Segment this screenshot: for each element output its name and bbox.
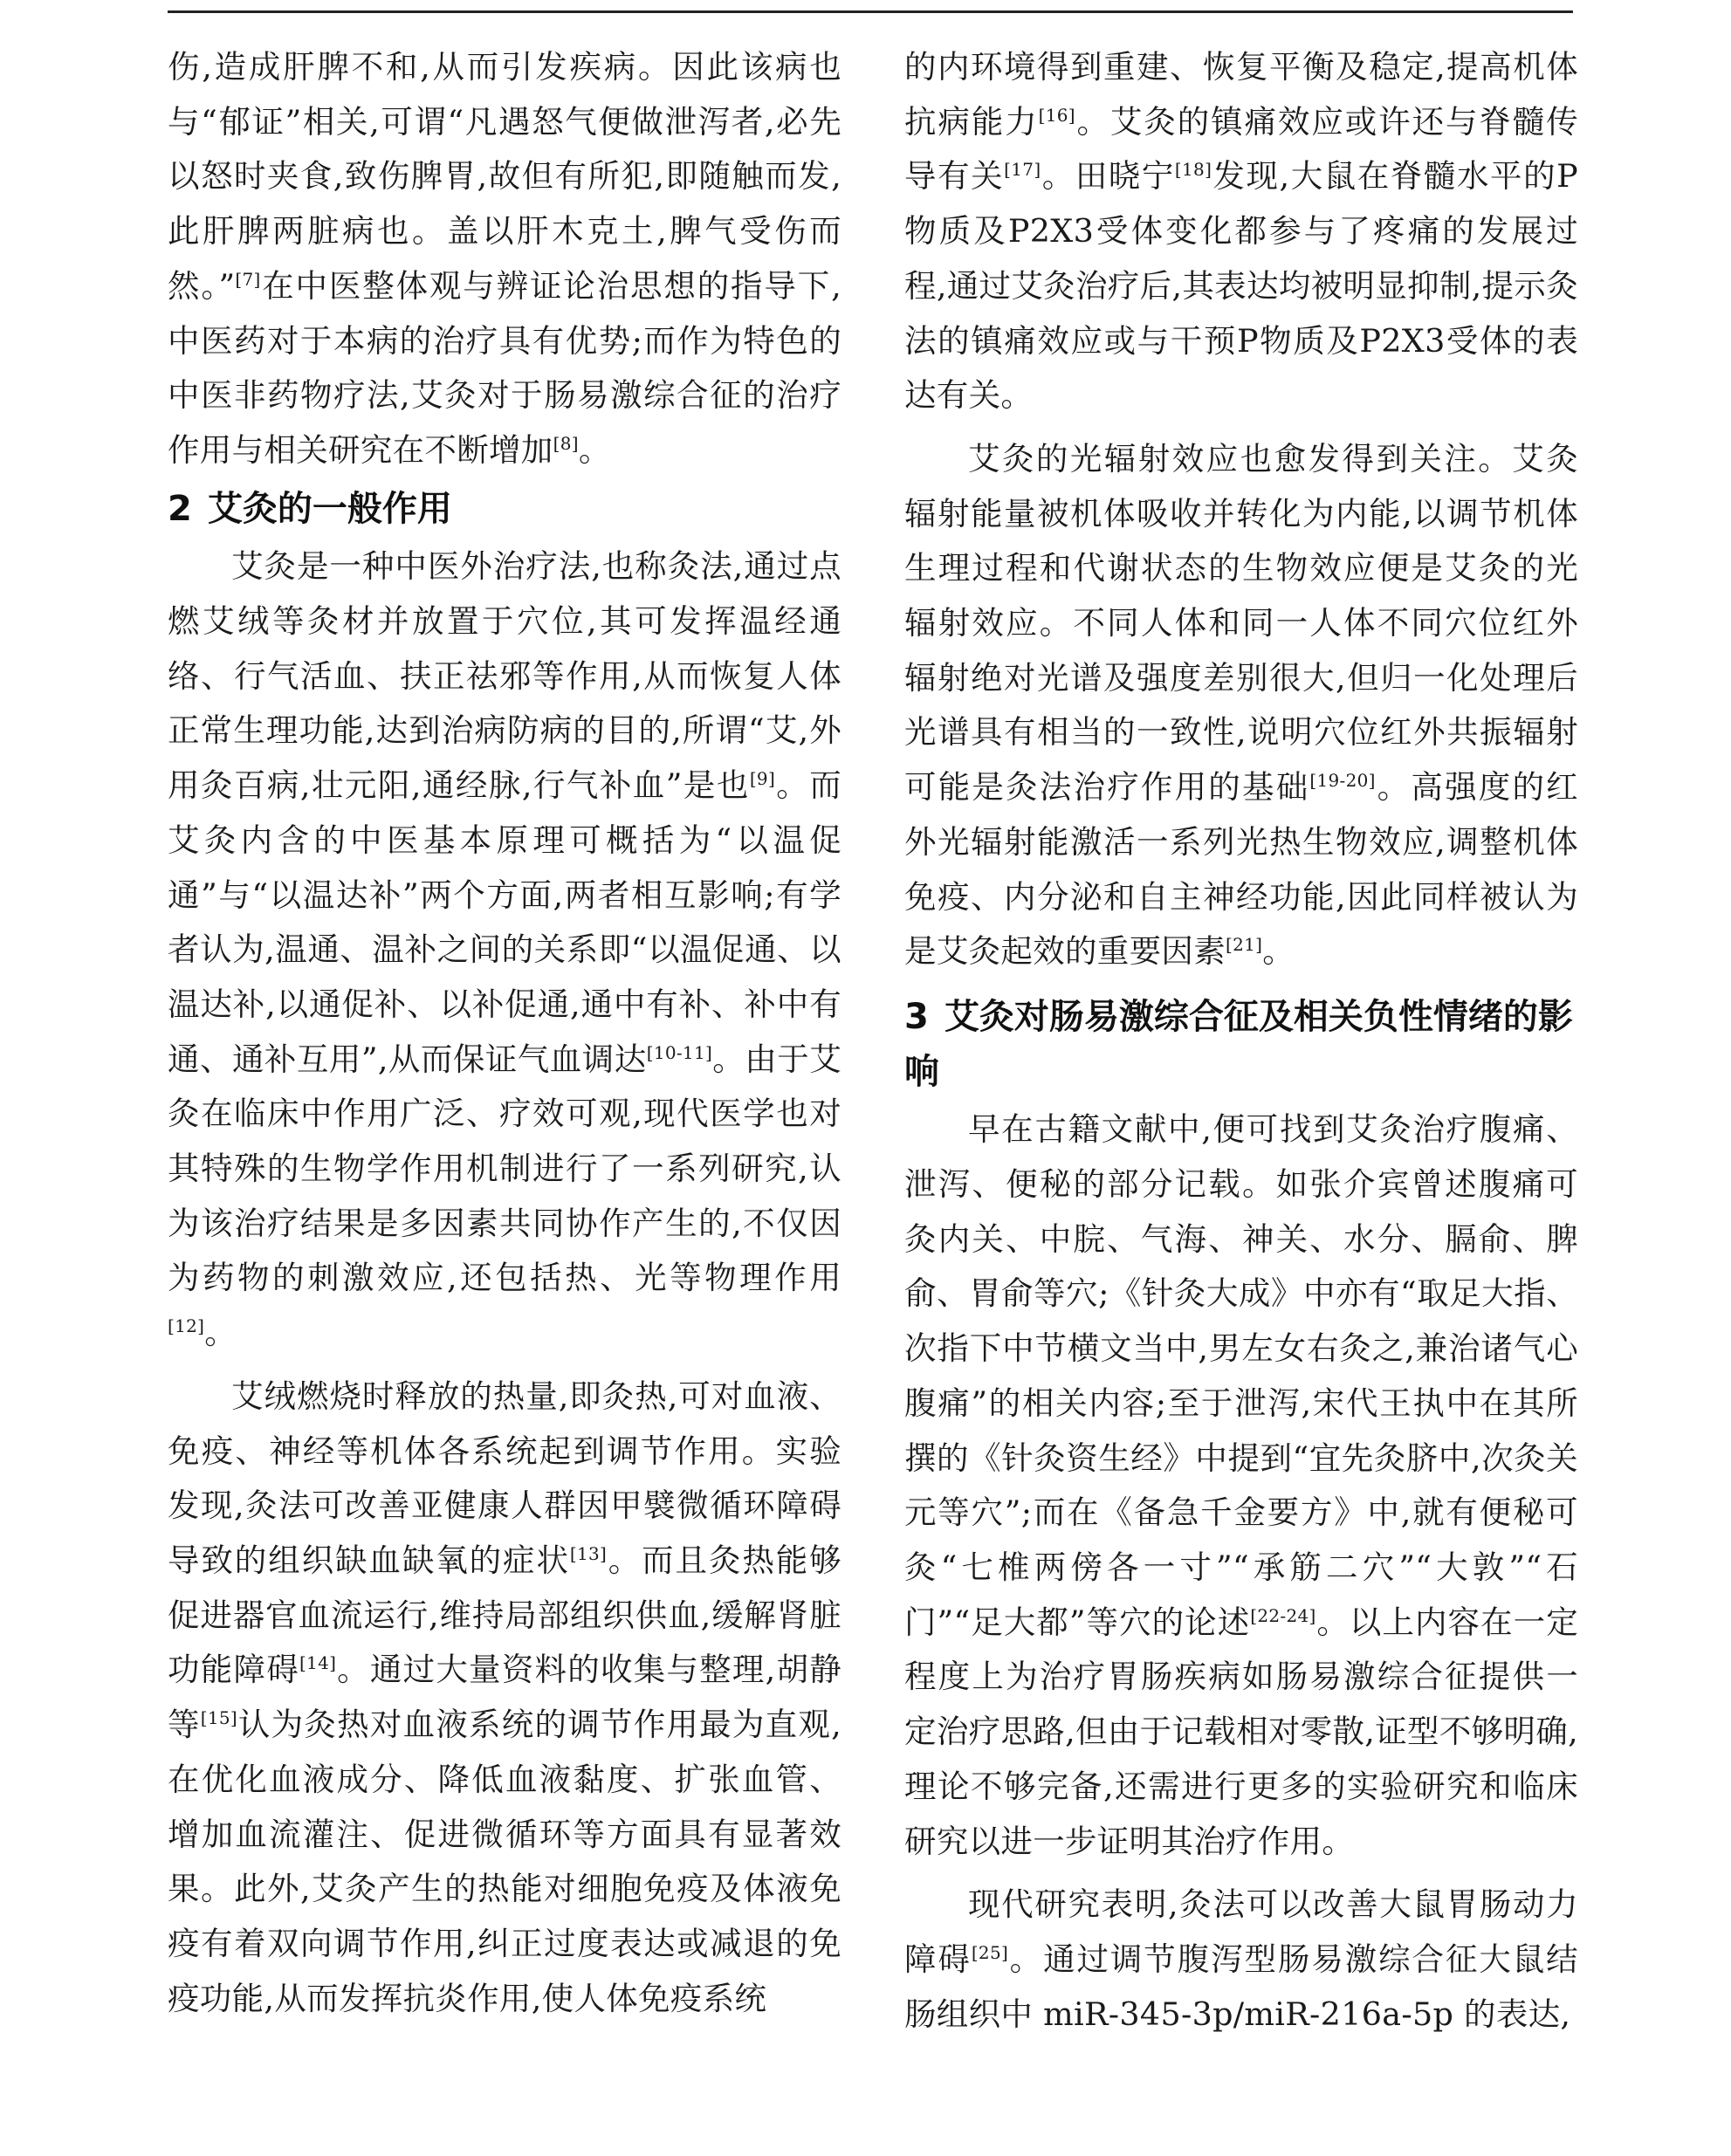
- citation: [25]: [971, 1941, 1009, 1963]
- paragraph: 现代研究表明,灸法可以改善大鼠胃肠动力障碍[25]。通过调节腹泻型肠易激综合征大鼠结肠组织中 miR-345-3p/miR-216a-5p 的表达,: [904, 1885, 1578, 2033]
- citation: [18]: [1174, 159, 1212, 181]
- paragraph: 艾灸的光辐射效应也愈发得到关注。艾灸辐射能量被机体吸收并转化为内能,以调节机体生理过程和代谢状态的生物效应便是艾灸的光辐射效应。不同人体和同一人体不同穴位红外辐射绝对光谱及强度差别很大,但归一化处理后光谱具有相当的一致性,说明穴位红外共振辐射可能是灸法治疗作用的基础[19-20]。高强度的红外光辐射能激活一系列光热生物效应,调整机体免疫、内分泌和自主神经功能,因此同样被认为是艾灸起效的重要因素[21]。: [904, 439, 1578, 971]
- section-title: 艾灸的一般作用: [207, 488, 452, 529]
- citation: [8]: [553, 432, 579, 454]
- section-number: 3: [904, 996, 929, 1037]
- paragraph: 伤,造成肝脾不和,从而引发疾病。因此该病也与“郁证”相关,可谓“凡遇怒气便做泄泻者,必先以怒时夹食,致伤脾胃,故但有所犯,即随触而发,此肝脾两脏病也。盖以肝木克土,脾气受伤而然。”[7]在中医整体观与辨证论治思想的指导下,中医药对于本病的治疗具有优势;而作为特色的中医非药物疗法,艾灸对于肠易激综合征的治疗作用与相关研究在不断增加[8]。: [168, 48, 841, 469]
- citation: [15]: [200, 1707, 237, 1729]
- right-column: [904, 40, 1578, 2042]
- citation: [17]: [1004, 159, 1041, 181]
- citation: [22-24]: [1250, 1604, 1316, 1626]
- left-column: [168, 40, 841, 2026]
- citation: [21]: [1226, 934, 1263, 956]
- citation: [14]: [299, 1652, 337, 1674]
- section-title: 艾灸对肠易激综合征及相关负性情绪的影响: [904, 996, 1573, 1092]
- citation: [10-11]: [646, 1041, 713, 1063]
- citation: [13]: [569, 1542, 608, 1564]
- citation: [16]: [1038, 104, 1075, 126]
- citation: [7]: [235, 268, 261, 290]
- section-heading-2: [168, 482, 841, 537]
- citation: [19-20]: [1309, 770, 1376, 792]
- section-number: 2: [168, 488, 192, 529]
- header-rule: [168, 10, 1573, 13]
- paragraph: 艾灸是一种中医外治疗法,也称灸法,通过点燃艾绒等灸材并放置于穴位,其可发挥温经通络、行气活血、扶正祛邪等作用,从而恢复人体正常生理功能,达到治病防病的目的,所谓“艾,外用灸百病,壮元阳,通经脉,行气补血”是也[9]。而艾灸内含的中医基本原理可概括为“以温促通”与“以温达补”两个方面,两者相互影响;有学者认为,温通、温补之间的关系即“以温促通、以温达补,以通促补、以补促通,通中有补、补中有通、通补互用”,从而保证气血调达[10-11]。由于艾灸在临床中作用广泛、疗效可观,现代医学也对其特殊的生物学作用机制进行了一系列研究,认为该治疗结果是多因素共同协作产生的,不仅因为药物的刺激效应,还包括热、光等物理作用[12]。: [168, 547, 842, 1352]
- paragraph: 艾绒燃烧时释放的热量,即灸热,可对血液、免疫、神经等机体各系统起到调节作用。实验发现,灸法可改善亚健康人群因甲襞微循环障碍导致的组织缺血缺氧的症状[13]。而且灸热能够促进器官血流运行,维持局部组织供血,缓解肾脏功能障碍[14]。通过大量资料的收集与整理,胡静等[15]认为灸热对血液系统的调节作用最为直观,在优化血液成分、降低血液黏度、扩张血管、增加血流灌注、促进微循环等方面具有显著效果。此外,艾灸产生的热能对细胞免疫及体液免疫有着双向调节作用,纠正过度表达或减退的免疫功能,从而发挥抗炎作用,使人体免疫系统: [168, 1377, 842, 2017]
- citation: [9]: [749, 768, 776, 790]
- paragraph: 的内环境得到重建、恢复平衡及稳定,提高机体抗病能力[16]。艾灸的镇痛效应或许还与脊髓传导有关[17]。田晓宁[18]发现,大鼠在脊髓水平的P物质及P2X3受体变化都参与了疼痛的发展过程,通过艾灸治疗后,其表达均被明显抑制,提示灸法的镇痛效应或与干预P物质及P2X3受体的表达有关。: [904, 48, 1579, 415]
- section-heading-3: [904, 990, 1578, 1099]
- citation: [12]: [168, 1315, 205, 1337]
- paragraph: 早在古籍文献中,便可找到艾灸治疗腹痛、泄泻、便秘的部分记载。如张介宾曾述腹痛可灸内关、中脘、气海、神关、水分、膈俞、脾俞、胃俞等穴;《针灸大成》中亦有“取足大指、次指下中节横文当中,男左女右灸之,兼治诸气心腹痛”的相关内容;至于泄泻,宋代王执中在其所撰的《针灸资生经》中提到“宜先灸脐中,次灸关元等穴”;而在《备急千金要方》中,就有便秘可灸“七椎两傍各一寸”“承筋二穴”“大敦”“石门”“足大都”等穴的论述[22-24]。以上内容在一定程度上为治疗胃肠疾病如肠易激综合征提供一定治疗思路,但由于记载相对零散,证型不够明确,理论不够完备,还需进行更多的实验研究和临床研究以进一步证明其治疗作用。: [904, 1110, 1578, 1860]
